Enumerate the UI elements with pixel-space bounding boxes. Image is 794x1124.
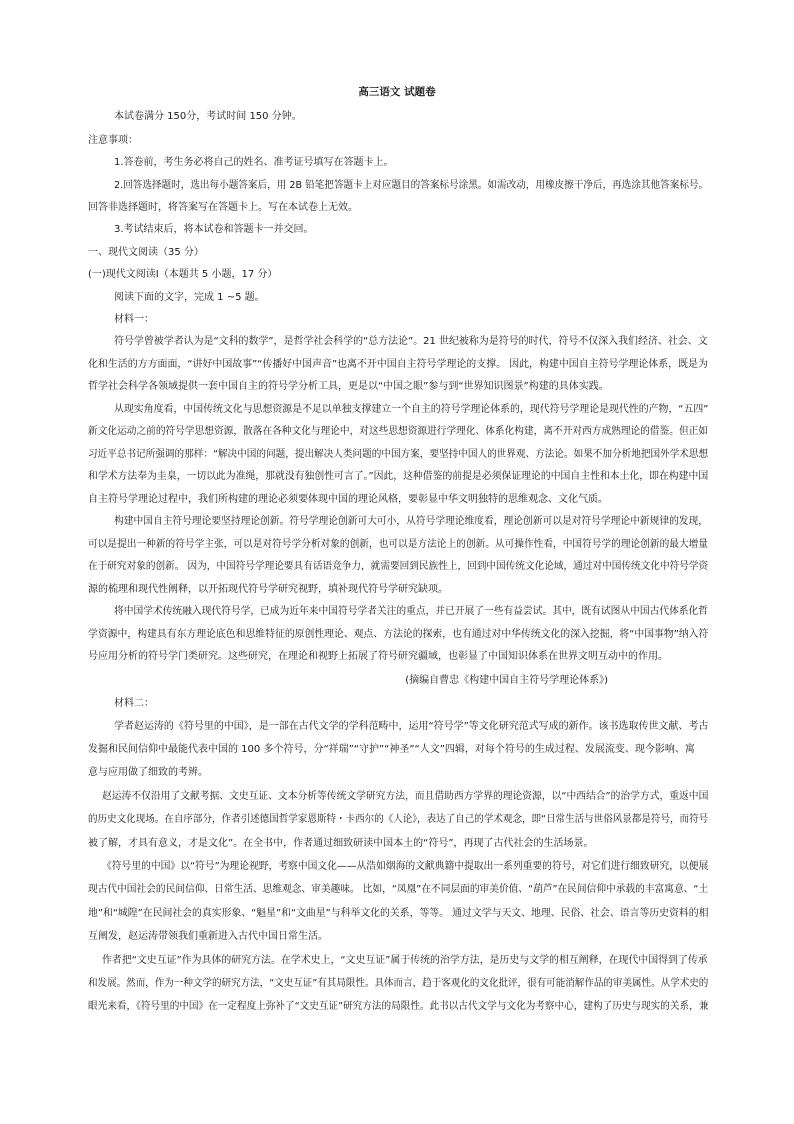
paragraph-line: 作者把“文史互证”作为具体的研究方法。在学术史上，“文史互证”属于传统的治学方法，是历史与文学的相互阐释，在现代中国得到了传承 bbox=[102, 955, 708, 966]
material-1-label: 材料一： bbox=[114, 314, 154, 325]
note-2-cont: 回答非选择题时，将答案写在答题卡上。写在本试卷上无效。 bbox=[88, 202, 358, 213]
paragraph-line: 互阐发，赵运涛带领我们重新进入古代中国日常生活。 bbox=[88, 931, 328, 942]
paragraph-line: 化和生活的方方面面，“讲好中国故事”“传播好中国声音”也离不开中国自主符号学理论的支撑。 因此，构建中国自主符号学理论体系，既是为 bbox=[88, 359, 708, 370]
subsection-heading: (一)现代文阅读Ⅰ（本题共 5 小题，17 分） bbox=[88, 269, 278, 280]
paragraph-line: 和发展。然而，作为一种文学的研究方法，“文史互证”有其局限性。具体而言，趋于客观化的文化批评，很有可能消解作品的审美属性。从学术史的 bbox=[88, 978, 709, 989]
paragraph-line: 号应用分析的符号学门类研究。这些研究，在理论和视野上拓展了符号研究疆域，也彰显了中国知识体系在世界文明互动中的作用。 bbox=[88, 651, 668, 662]
paragraph-line: 《符号里的中国》以“符号”为理论视野，考察中国文化——从浩如烟海的文献典籍中提取出一系列重要的符号，对它们进行细致研究，以便展 bbox=[102, 861, 709, 872]
paragraph-line: 自主符号学理论过程中，我们所构建的理论必须要体现中国的理论风格，要彰显中华文明独特的思维观念、文化气质。 bbox=[88, 494, 608, 505]
paragraph-line: 新文化运动之前的符号学思想资源，散落在各种文化与理论中，对这些思想资源进行学理化、体系化构建，离不开对西方成熟理论的借鉴。但正如 bbox=[88, 426, 709, 437]
paragraph-line: 的历史文化现场。在自序部分，作者引述德国哲学家恩斯特・卡西尔的《人论》，表达了自己的学术观念，即“日常生活与世俗风景都是符号，而符号 bbox=[88, 814, 709, 825]
paragraph-line: 现古代中国社会的民间信仰、日常生活、思维观念、审美趣味。 比如，“凤凰”在不同层面的审美价值、“葫芦”在民间信仰中承载的丰富寓意、“土 bbox=[88, 884, 709, 895]
paragraph-line: 习近平总书记所强调的那样：“解决中国的问题，提出解决人类问题的中国方案，要坚持中国人的世界观、方法论。如果不加分析地把国外学术思想 bbox=[88, 449, 709, 460]
paragraph-line: 从现实角度看，中国传统文化与思想资源是不足以单独支撑建立一个自主的符号学理论体系的，现代符号学理论是现代性的产物，“五四” bbox=[114, 404, 709, 415]
paragraph-line: 可以是提出一种新的符号学主张，可以是对符号学分析对象的创新，也可以是方法论上的创新。从可操作性看，中国符号学的理论创新的最大增量 bbox=[88, 539, 709, 550]
reading-instruction: 阅读下面的文字，完成 1 ~5 题。 bbox=[114, 292, 265, 303]
paragraph-line: 学者赵运涛的《符号里的中国》，是一部在古代文学的学科范畴中，运用“符号学”等文化研究范式写成的新作。该书选取传世文献、考古 bbox=[114, 721, 709, 732]
paragraph-line: 在于研究对象的创新。 因为，中国符号学理论要具有话语竞争力，就需要回到民族性上，回到中国传统文化论域，通过对中国传统文化中符号学资 bbox=[88, 561, 709, 572]
paragraph-line: 源的梳理和现代性阐释，以开拓现代符号学研究视野，填补现代符号学研究缺项。 bbox=[88, 584, 448, 595]
material-2-label: 材料二： bbox=[114, 698, 154, 709]
exam-meta: 本试卷满分 150分，考试时间 150 分钟。 bbox=[114, 111, 302, 122]
note-1: 1.答卷前，考生务必将自己的姓名、准考证号填写在答题卡上。 bbox=[114, 157, 394, 168]
paragraph-line: 发掘和民间信仰中最能代表中国的 100 多个符号，分“祥瑞”“守护”“神圣”“人文”四辑，对每个符号的生成过程、发展流变、现今影响、寓 bbox=[88, 744, 695, 755]
exam-title: 高三语文 试题卷 bbox=[358, 86, 436, 98]
paragraph-line: 哲学社会科学各领域提供一套中国自主的符号学分析工具，更是以“中国之眼”参与到“世界知识图景”构建的具体实践。 bbox=[88, 381, 609, 392]
paragraph-line: 学资源中，构建具有东方理论底色和思维特征的原创性理论、观点、方法论的探索，也有通过对中华传统文化的深入挖掘，将“中国事物”纳入符 bbox=[88, 629, 709, 640]
paragraph-line: 符号学曾被学者认为是“文科的数学”，是哲学社会科学的“总方法论”。21 世纪被称为是符号的时代，符号不仅深入我们经济、社会、文 bbox=[114, 336, 708, 347]
paragraph-line: 地”和“城隍”在民间社会的真实形象、“魁星”和“文曲星”与科举文化的关系，等等。 通过文学与天文、地理、民俗、社会、语言等历史资料的相 bbox=[88, 908, 709, 919]
paragraph-line: 构建中国自主符号理论要坚持理论创新。符号学理论创新可大可小，从符号学理论维度看，理论创新可以是对符号学理论中新规律的发现， bbox=[114, 516, 709, 527]
paragraph-line: 眼光来看，《符号里的中国》在一定程度上弥补了“文史互证”研究方法的局限性。此书以古代文学与文化为考察中心，建构了历史与现实的关系，兼 bbox=[88, 1001, 709, 1012]
note-2: 2.回答选择题时，选出每小题答案后，用 2B 铅笔把答题卡上对应题目的答案标号涂黑。如需改动，用橡皮擦干净后，再选涂其他答案标号。 bbox=[114, 180, 709, 191]
paragraph-line: 意与应用做了细致的考辨。 bbox=[88, 767, 208, 778]
section-heading: 一、现代文阅读（35 分） bbox=[88, 247, 204, 258]
material-1-source: (摘编自曹忠《构建中国自主符号学理论体系》) bbox=[405, 675, 608, 686]
paragraph-line: 将中国学术传统融入现代符号学，已成为近年来中国符号学者关注的重点，并已开展了一些有益尝试。其中，既有试图从中国古代体系化哲 bbox=[114, 606, 709, 617]
paragraph-line: 被了解，才具有意义，才是文化”。在全书中，作者通过细致研读中国本土的“符号”，再现了古代社会的生活场景。 bbox=[88, 838, 594, 849]
paragraph-line: 和学术方法奉为圭臬，一切以此为准绳，那就没有独创性可言了。”因此，这种借鉴的前提是必须保证理论的中国自主性和本土化，即在构建中国 bbox=[88, 471, 709, 482]
notes-heading: 注意事项： bbox=[88, 135, 138, 146]
paragraph-line: 赵运涛不仅沿用了文献考据、文史互证、文本分析等传统文学研究方法，而且借助西方学界的理论资源，以“中西结合”的治学方式，重返中国 bbox=[102, 791, 709, 802]
note-3: 3.考试结束后，将本试卷和答题卡一并交回。 bbox=[114, 224, 314, 235]
